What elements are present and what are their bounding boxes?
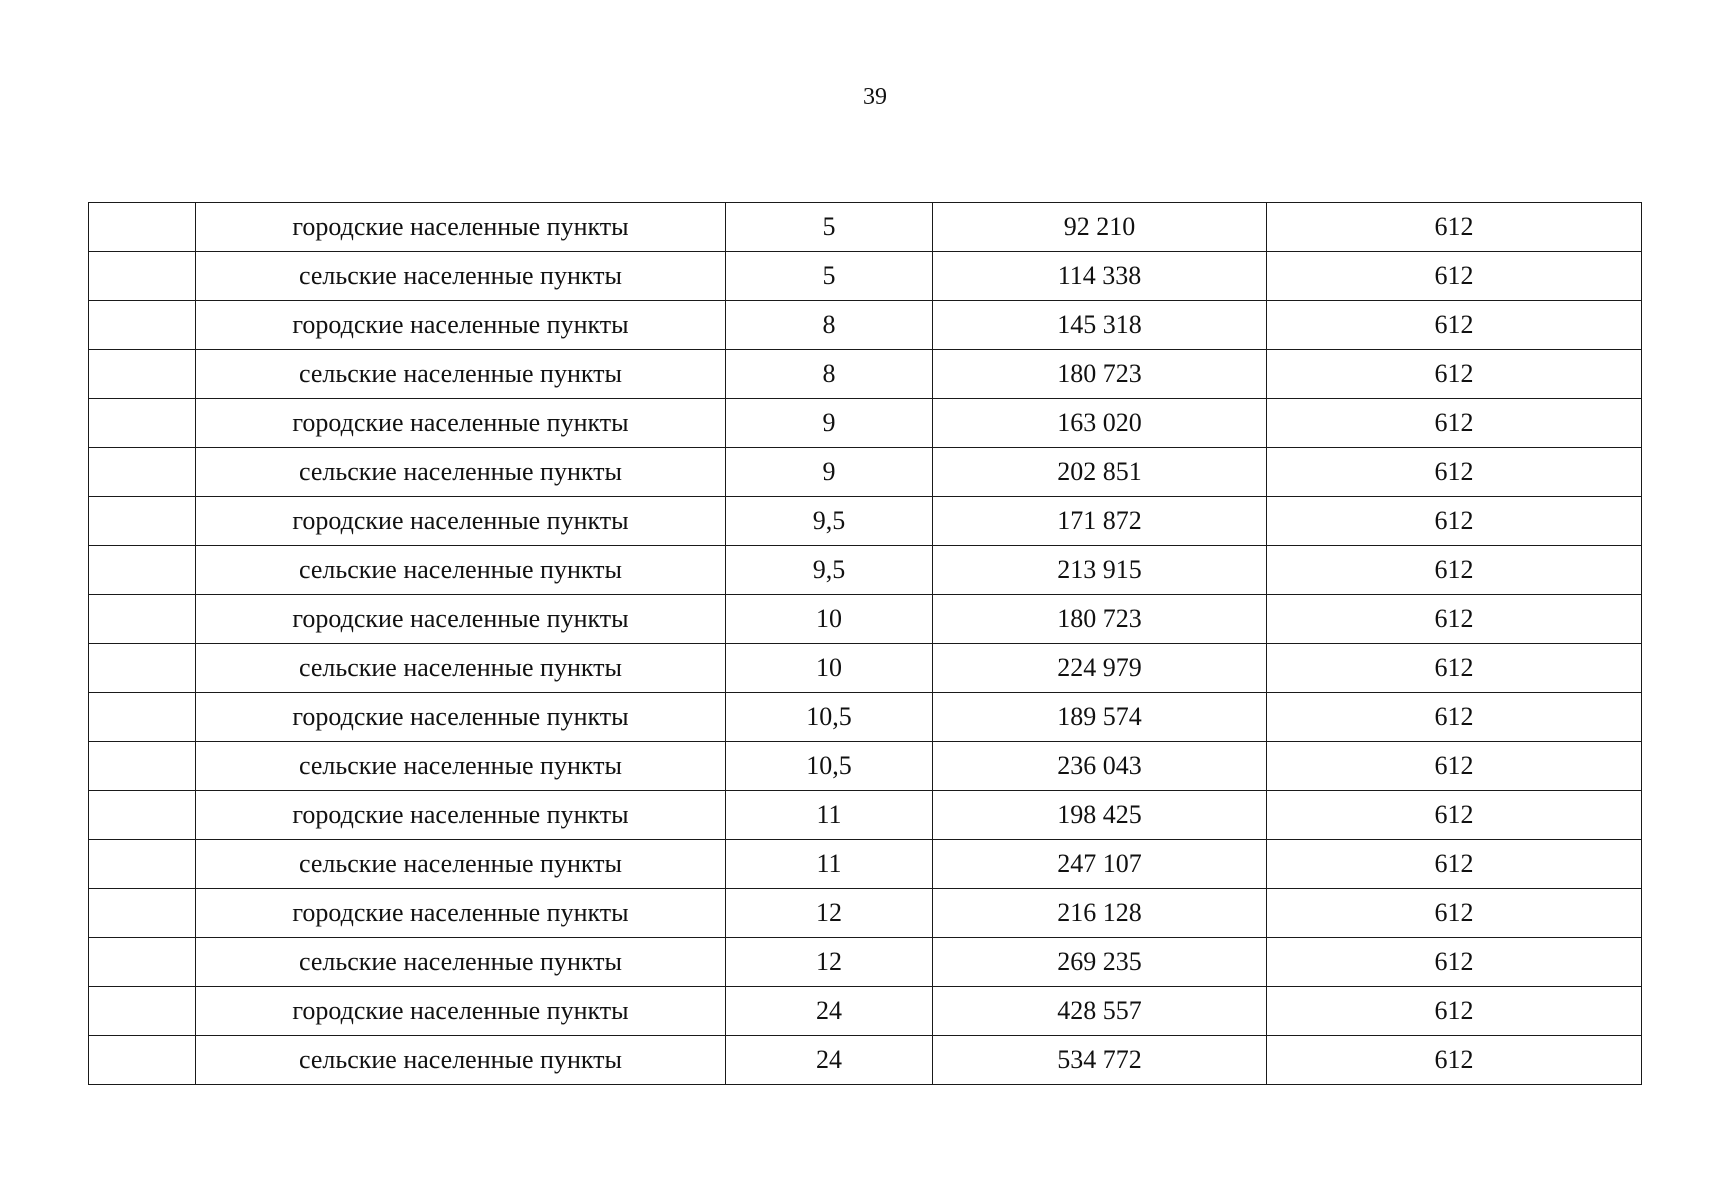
settlement-type-cell: сельские населенные пункты [196, 840, 726, 889]
code-cell: 612 [1267, 693, 1642, 742]
code-cell: 612 [1267, 1036, 1642, 1085]
table-row [89, 399, 1642, 448]
table-row [89, 938, 1642, 987]
row-index-cell [89, 497, 196, 546]
value-cell: 10 [726, 595, 933, 644]
value-cell: 5 [726, 203, 933, 252]
code-cell: 612 [1267, 497, 1642, 546]
table-row [89, 497, 1642, 546]
table-row [89, 693, 1642, 742]
amount-cell: 428 557 [933, 987, 1267, 1036]
value-cell: 8 [726, 350, 933, 399]
value-cell: 10,5 [726, 693, 933, 742]
row-index-cell [89, 595, 196, 644]
settlement-type-cell: городские населенные пункты [196, 889, 726, 938]
settlement-type-cell: сельские населенные пункты [196, 546, 726, 595]
row-index-cell [89, 448, 196, 497]
code-cell: 612 [1267, 301, 1642, 350]
table-row [89, 350, 1642, 399]
value-cell: 12 [726, 889, 933, 938]
table-row [89, 889, 1642, 938]
settlement-type-cell: сельские населенные пункты [196, 350, 726, 399]
value-cell: 10 [726, 644, 933, 693]
row-index-cell [89, 546, 196, 595]
amount-cell: 171 872 [933, 497, 1267, 546]
amount-cell: 224 979 [933, 644, 1267, 693]
amount-cell: 145 318 [933, 301, 1267, 350]
settlement-type-cell: сельские населенные пункты [196, 448, 726, 497]
amount-cell: 213 915 [933, 546, 1267, 595]
row-index-cell [89, 1036, 196, 1085]
amount-cell: 92 210 [933, 203, 1267, 252]
value-cell: 9 [726, 399, 933, 448]
settlement-type-cell: сельские населенные пункты [196, 1036, 726, 1085]
row-index-cell [89, 791, 196, 840]
table-row [89, 301, 1642, 350]
row-index-cell [89, 742, 196, 791]
table-row [89, 791, 1642, 840]
row-index-cell [89, 350, 196, 399]
table-row [89, 448, 1642, 497]
data-table-container [88, 202, 1641, 1085]
amount-cell: 163 020 [933, 399, 1267, 448]
code-cell: 612 [1267, 840, 1642, 889]
settlement-type-cell: городские населенные пункты [196, 497, 726, 546]
settlement-type-cell: сельские населенные пункты [196, 252, 726, 301]
row-index-cell [89, 301, 196, 350]
row-index-cell [89, 252, 196, 301]
table-row [89, 252, 1642, 301]
table-body [89, 203, 1642, 1085]
amount-cell: 189 574 [933, 693, 1267, 742]
table-row [89, 644, 1642, 693]
value-cell: 11 [726, 791, 933, 840]
page-number: 39 [863, 84, 887, 110]
value-cell: 9,5 [726, 546, 933, 595]
settlement-type-cell: городские населенные пункты [196, 399, 726, 448]
value-cell: 9,5 [726, 497, 933, 546]
amount-cell: 247 107 [933, 840, 1267, 889]
code-cell: 612 [1267, 546, 1642, 595]
value-cell: 8 [726, 301, 933, 350]
value-cell: 9 [726, 448, 933, 497]
value-cell: 24 [726, 1036, 933, 1085]
settlement-type-cell: городские населенные пункты [196, 791, 726, 840]
amount-cell: 180 723 [933, 350, 1267, 399]
amount-cell: 534 772 [933, 1036, 1267, 1085]
table-row [89, 203, 1642, 252]
code-cell: 612 [1267, 252, 1642, 301]
code-cell: 612 [1267, 644, 1642, 693]
value-cell: 11 [726, 840, 933, 889]
settlement-type-cell: городские населенные пункты [196, 595, 726, 644]
value-cell: 24 [726, 987, 933, 1036]
settlement-type-cell: сельские населенные пункты [196, 644, 726, 693]
settlement-type-cell: сельские населенные пункты [196, 938, 726, 987]
amount-cell: 269 235 [933, 938, 1267, 987]
amount-cell: 202 851 [933, 448, 1267, 497]
code-cell: 612 [1267, 448, 1642, 497]
code-cell: 612 [1267, 938, 1642, 987]
amount-cell: 180 723 [933, 595, 1267, 644]
table-row [89, 840, 1642, 889]
settlement-type-cell: сельские населенные пункты [196, 742, 726, 791]
code-cell: 612 [1267, 399, 1642, 448]
amount-cell: 198 425 [933, 791, 1267, 840]
row-index-cell [89, 399, 196, 448]
code-cell: 612 [1267, 595, 1642, 644]
settlement-type-cell: городские населенные пункты [196, 301, 726, 350]
settlement-type-cell: городские населенные пункты [196, 987, 726, 1036]
settlement-type-cell: городские населенные пункты [196, 693, 726, 742]
row-index-cell [89, 203, 196, 252]
code-cell: 612 [1267, 742, 1642, 791]
code-cell: 612 [1267, 889, 1642, 938]
code-cell: 612 [1267, 987, 1642, 1036]
row-index-cell [89, 938, 196, 987]
value-cell: 10,5 [726, 742, 933, 791]
value-cell: 5 [726, 252, 933, 301]
code-cell: 612 [1267, 791, 1642, 840]
code-cell: 612 [1267, 350, 1642, 399]
row-index-cell [89, 840, 196, 889]
table-row [89, 987, 1642, 1036]
table-row [89, 546, 1642, 595]
data-table [88, 202, 1642, 1085]
table-row [89, 742, 1642, 791]
row-index-cell [89, 644, 196, 693]
row-index-cell [89, 889, 196, 938]
row-index-cell [89, 987, 196, 1036]
table-row [89, 595, 1642, 644]
amount-cell: 236 043 [933, 742, 1267, 791]
row-index-cell [89, 693, 196, 742]
table-row [89, 1036, 1642, 1085]
value-cell: 12 [726, 938, 933, 987]
settlement-type-cell: городские населенные пункты [196, 203, 726, 252]
amount-cell: 216 128 [933, 889, 1267, 938]
amount-cell: 114 338 [933, 252, 1267, 301]
code-cell: 612 [1267, 203, 1642, 252]
